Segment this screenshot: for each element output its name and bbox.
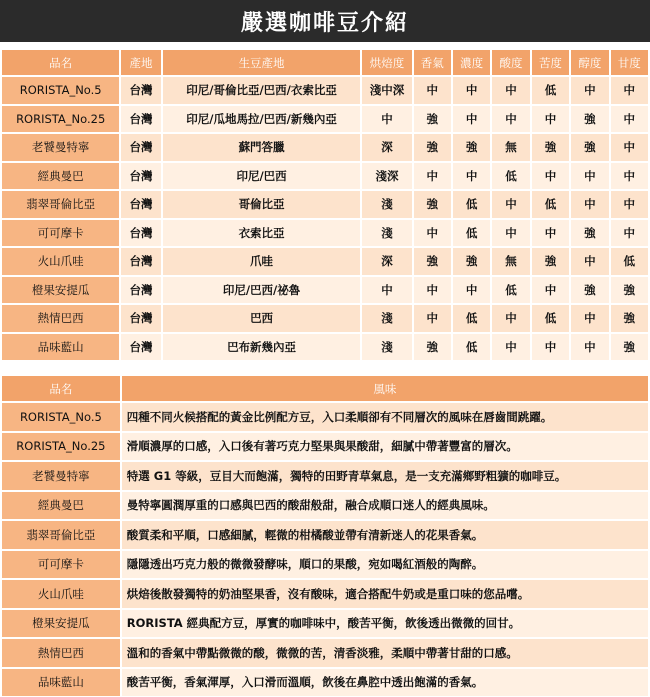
page-title: 嚴選咖啡豆介紹 <box>0 0 650 42</box>
specs-cell-mellowness: 中 <box>571 248 608 275</box>
specs-cell-bean-origin: 印尼/巴西 <box>163 163 361 190</box>
specs-cell-aroma: 中 <box>414 220 451 247</box>
specs-cell-bitterness: 強 <box>532 134 569 161</box>
specs-cell-mellowness: 中 <box>571 163 608 190</box>
specs-cell-name: 經典曼巴 <box>2 163 119 190</box>
flavor-header-description: 風味 <box>122 376 648 401</box>
table-row <box>2 277 648 304</box>
specs-cell-bitterness: 中 <box>532 220 569 247</box>
specs-cell-sweetness: 中 <box>611 77 648 104</box>
flavor-header-name: 品名 <box>2 376 120 401</box>
specs-cell-name: 品味藍山 <box>2 334 119 361</box>
specs-cell-origin: 台灣 <box>121 220 160 247</box>
flavor-table <box>0 374 650 697</box>
specs-header-roast: 烘焙度 <box>362 50 411 75</box>
specs-cell-aroma: 強 <box>414 134 451 161</box>
specs-cell-bean-origin: 哥倫比亞 <box>163 191 361 218</box>
table-row <box>2 580 648 608</box>
table-row <box>2 492 648 520</box>
table-row <box>2 77 648 104</box>
flavor-header-row <box>2 376 648 401</box>
specs-cell-roast: 淺深 <box>362 163 411 190</box>
table-row <box>2 403 648 431</box>
specs-cell-roast: 中 <box>362 106 411 133</box>
table-row <box>2 521 648 549</box>
flavor-cell-name: RORISTA_No.5 <box>2 403 120 431</box>
table-row <box>2 551 648 579</box>
specs-table <box>0 48 650 362</box>
table-row <box>2 669 648 697</box>
table-row <box>2 433 648 461</box>
specs-cell-origin: 台灣 <box>121 106 160 133</box>
specs-cell-mellowness: 中 <box>571 334 608 361</box>
specs-cell-roast: 淺 <box>362 191 411 218</box>
specs-cell-aroma: 強 <box>414 248 451 275</box>
specs-cell-mellowness: 中 <box>571 77 608 104</box>
specs-header-sweetness: 甘度 <box>611 50 648 75</box>
specs-cell-name: 橙果安提瓜 <box>2 277 119 304</box>
specs-header-name: 品名 <box>2 50 119 75</box>
specs-cell-acidity: 無 <box>492 248 529 275</box>
specs-header-row <box>2 50 648 75</box>
flavor-cell-name: 火山爪哇 <box>2 580 120 608</box>
specs-cell-aroma: 中 <box>414 277 451 304</box>
specs-cell-name: 老饕曼特寧 <box>2 134 119 161</box>
specs-cell-bitterness: 低 <box>532 305 569 332</box>
specs-cell-sweetness: 強 <box>611 305 648 332</box>
flavor-cell-description: 溫和的香氣中帶點微微的酸，微微的苦，清香淡雅，柔順中帶著甘甜的口感。 <box>122 639 648 667</box>
specs-cell-aroma: 強 <box>414 334 451 361</box>
specs-header-bean-origin: 生豆產地 <box>163 50 361 75</box>
table-row <box>2 220 648 247</box>
specs-cell-sweetness: 中 <box>611 220 648 247</box>
specs-cell-bean-origin: 印尼/瓜地馬拉/巴西/新幾內亞 <box>163 106 361 133</box>
table-row <box>2 248 648 275</box>
flavor-cell-description: 四種不同火候搭配的黃金比例配方豆，入口柔順卻有不同層次的風味在唇齒間跳躍。 <box>122 403 648 431</box>
specs-cell-origin: 台灣 <box>121 163 160 190</box>
specs-cell-bean-origin: 印尼/哥倫比亞/巴西/衣索比亞 <box>163 77 361 104</box>
specs-cell-aroma: 強 <box>414 106 451 133</box>
flavor-cell-name: 熱情巴西 <box>2 639 120 667</box>
table-row <box>2 334 648 361</box>
specs-cell-roast: 深 <box>362 248 411 275</box>
specs-cell-body: 中 <box>453 106 490 133</box>
specs-cell-roast: 淺中深 <box>362 77 411 104</box>
table-row <box>2 106 648 133</box>
specs-cell-name: 翡翠哥倫比亞 <box>2 191 119 218</box>
specs-cell-body: 強 <box>453 248 490 275</box>
specs-cell-body: 低 <box>453 220 490 247</box>
specs-cell-sweetness: 強 <box>611 277 648 304</box>
specs-cell-body: 低 <box>453 191 490 218</box>
specs-cell-bitterness: 中 <box>532 163 569 190</box>
specs-cell-origin: 台灣 <box>121 134 160 161</box>
specs-cell-name: RORISTA_No.5 <box>2 77 119 104</box>
specs-cell-sweetness: 中 <box>611 106 648 133</box>
flavor-cell-description: 隱隱透出巧克力般的微微發酵味，順口的果酸，宛如喝紅酒般的陶醉。 <box>122 551 648 579</box>
specs-cell-sweetness: 中 <box>611 163 648 190</box>
flavor-cell-description: 烘焙後散發獨特的奶油堅果香，沒有酸味，適合搭配牛奶或是重口味的您品嚐。 <box>122 580 648 608</box>
specs-cell-sweetness: 低 <box>611 248 648 275</box>
specs-header-aroma: 香氣 <box>414 50 451 75</box>
specs-cell-body: 中 <box>453 163 490 190</box>
specs-cell-acidity: 中 <box>492 106 529 133</box>
specs-cell-bean-origin: 爪哇 <box>163 248 361 275</box>
specs-cell-acidity: 中 <box>492 334 529 361</box>
specs-cell-body: 強 <box>453 134 490 161</box>
specs-cell-origin: 台灣 <box>121 277 160 304</box>
flavor-cell-name: 老饕曼特寧 <box>2 462 120 490</box>
specs-cell-aroma: 中 <box>414 77 451 104</box>
specs-cell-name: 火山爪哇 <box>2 248 119 275</box>
specs-cell-acidity: 低 <box>492 277 529 304</box>
specs-cell-acidity: 中 <box>492 220 529 247</box>
specs-cell-mellowness: 強 <box>571 134 608 161</box>
specs-cell-name: 熱情巴西 <box>2 305 119 332</box>
specs-cell-roast: 淺 <box>362 220 411 247</box>
flavor-cell-description: 特選 G1 等級，豆目大而飽滿，獨特的田野青草氣息，是一支充滿鄉野粗獷的咖啡豆。 <box>122 462 648 490</box>
flavor-cell-name: 橙果安提瓜 <box>2 610 120 638</box>
specs-cell-acidity: 中 <box>492 77 529 104</box>
specs-cell-mellowness: 中 <box>571 191 608 218</box>
specs-cell-mellowness: 強 <box>571 220 608 247</box>
specs-header-acidity: 酸度 <box>492 50 529 75</box>
specs-cell-body: 中 <box>453 277 490 304</box>
specs-cell-roast: 淺 <box>362 305 411 332</box>
specs-cell-roast: 淺 <box>362 334 411 361</box>
specs-cell-sweetness: 強 <box>611 334 648 361</box>
specs-cell-mellowness: 強 <box>571 106 608 133</box>
specs-cell-bean-origin: 衣索比亞 <box>163 220 361 247</box>
flavor-cell-description: 酸質柔和平順，口感細膩，輕微的柑橘酸並帶有清新迷人的花果香氣。 <box>122 521 648 549</box>
specs-cell-body: 低 <box>453 305 490 332</box>
specs-cell-sweetness: 中 <box>611 191 648 218</box>
specs-cell-roast: 中 <box>362 277 411 304</box>
flavor-cell-name: 可可摩卡 <box>2 551 120 579</box>
specs-cell-bitterness: 強 <box>532 248 569 275</box>
specs-header-mellowness: 醇度 <box>571 50 608 75</box>
flavor-cell-name: 品味藍山 <box>2 669 120 697</box>
specs-cell-roast: 深 <box>362 134 411 161</box>
specs-cell-body: 中 <box>453 77 490 104</box>
specs-cell-bean-origin: 巴布新幾內亞 <box>163 334 361 361</box>
specs-cell-acidity: 中 <box>492 191 529 218</box>
specs-cell-bitterness: 中 <box>532 334 569 361</box>
flavor-cell-name: RORISTA_No.25 <box>2 433 120 461</box>
specs-cell-origin: 台灣 <box>121 334 160 361</box>
flavor-cell-description: RORISTA 經典配方豆，厚實的咖啡味中，酸苦平衡，飲後透出微微的回甘。 <box>122 610 648 638</box>
specs-cell-bean-origin: 印尼/巴西/祕魯 <box>163 277 361 304</box>
specs-cell-acidity: 中 <box>492 305 529 332</box>
specs-cell-origin: 台灣 <box>121 191 160 218</box>
specs-header-bitterness: 苦度 <box>532 50 569 75</box>
flavor-cell-name: 經典曼巴 <box>2 492 120 520</box>
specs-header-origin: 產地 <box>121 50 160 75</box>
specs-cell-acidity: 無 <box>492 134 529 161</box>
flavor-cell-description: 滑順濃厚的口感，入口後有著巧克力堅果與果酸甜，細膩中帶著豐富的層次。 <box>122 433 648 461</box>
flavor-cell-description: 曼特寧圓潤厚重的口感與巴西的酸甜般甜，融合成順口迷人的經典風味。 <box>122 492 648 520</box>
specs-cell-aroma: 中 <box>414 163 451 190</box>
table-row <box>2 639 648 667</box>
table-row <box>2 610 648 638</box>
specs-cell-origin: 台灣 <box>121 77 160 104</box>
flavor-cell-description: 酸苦平衡，香氣渾厚，入口滑而溫順，飲後在鼻腔中透出飽滿的香氣。 <box>122 669 648 697</box>
specs-cell-mellowness: 強 <box>571 277 608 304</box>
table-row <box>2 462 648 490</box>
specs-cell-bitterness: 中 <box>532 106 569 133</box>
specs-cell-name: RORISTA_No.25 <box>2 106 119 133</box>
specs-cell-origin: 台灣 <box>121 248 160 275</box>
specs-cell-aroma: 中 <box>414 305 451 332</box>
specs-cell-acidity: 低 <box>492 163 529 190</box>
table-row <box>2 191 648 218</box>
table-row <box>2 305 648 332</box>
table-row <box>2 134 648 161</box>
specs-header-body: 濃度 <box>453 50 490 75</box>
table-row <box>2 163 648 190</box>
specs-cell-name: 可可摩卡 <box>2 220 119 247</box>
flavor-cell-name: 翡翠哥倫比亞 <box>2 521 120 549</box>
specs-cell-bitterness: 低 <box>532 77 569 104</box>
specs-cell-bean-origin: 巴西 <box>163 305 361 332</box>
specs-cell-mellowness: 中 <box>571 305 608 332</box>
specs-cell-bitterness: 低 <box>532 191 569 218</box>
specs-cell-body: 低 <box>453 334 490 361</box>
specs-cell-sweetness: 中 <box>611 134 648 161</box>
specs-cell-aroma: 強 <box>414 191 451 218</box>
specs-cell-origin: 台灣 <box>121 305 160 332</box>
specs-cell-bitterness: 中 <box>532 277 569 304</box>
specs-cell-bean-origin: 蘇門答臘 <box>163 134 361 161</box>
